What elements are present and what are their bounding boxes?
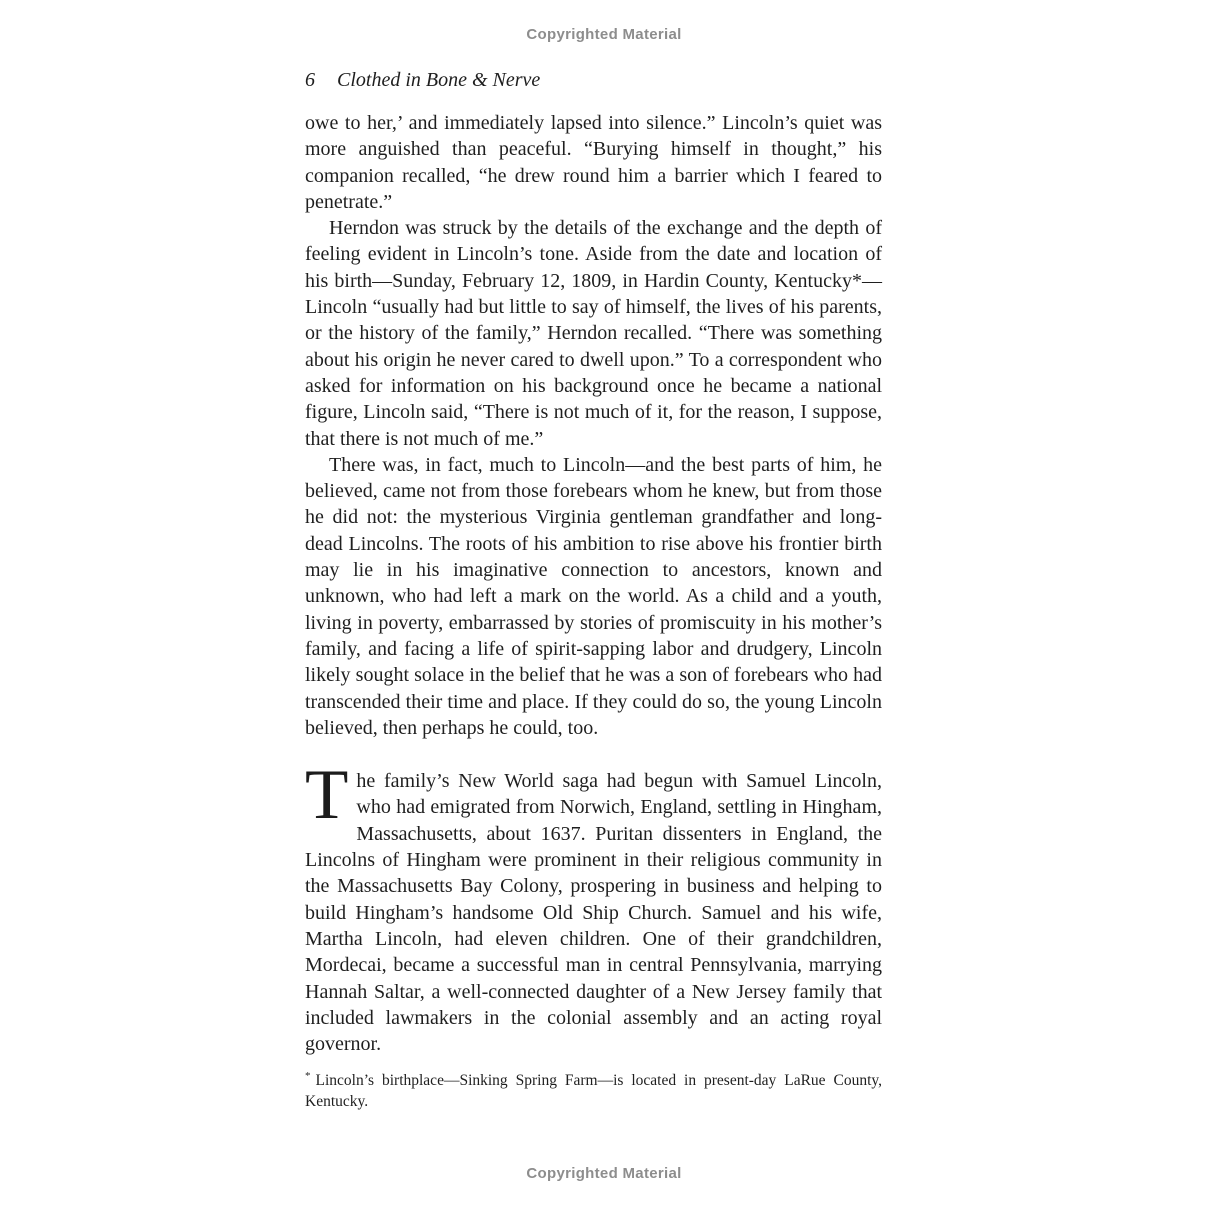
footnote-text: Lincoln’s birthplace—Sinking Spring Farm—is located in present-day LaRue County, Kentucky.	[305, 1072, 882, 1110]
paragraph-continuation: owe to her,’ and immediately lapsed into silence.” Lincoln’s quiet was more anguished than peaceful. “Burying himself in thought,” his companion recalled, “he drew round him a barrier which I feared to penetrate.”	[305, 112, 882, 213]
page-number: 6	[305, 69, 315, 91]
paragraph-there-was: There was, in fact, much to Lincoln—and the best parts of him, he believed, came not from those forebears whom he knew, but from those he did not: the mysterious Virginia gentleman grandfather and long-dead Lincolns. The roots of his ambition to rise above his frontier birth may lie in his imaginative connection to ancestors, known and unknown, who had left a mark on the world. As a child and a youth, living in poverty, embarrassed by stories of promiscuity in his mother’s family, and facing a life of spirit-sapping labor and drudgery, Lincoln likely sought solace in the belief that he was a son of forebears who had transcended their time and place. If they could do so, the young Lincoln believed, then perhaps he could, too.	[305, 453, 882, 739]
body-text	[305, 110, 882, 1057]
copyright-notice-top: Copyrighted Material	[526, 26, 682, 43]
running-title: Clothed in Bone & Nerve	[337, 69, 541, 91]
running-header	[305, 69, 882, 92]
copyright-notice-bottom: Copyrighted Material	[526, 1165, 682, 1182]
section-opener-paragraph	[305, 756, 882, 1057]
footnote	[305, 1066, 882, 1112]
section-opener-text: he family’s New World saga had begun with Samuel Lincoln, who had emigrated from Norwich, England, settling in Hingham, Massachusetts, about 1637. Puritan dissenters in England, the Lincolns of Hingham were prominent in their religious community in the Massachusetts Bay Colony, prospering in business and helping to build Hingham’s handsome Old Ship Church. Samuel and his wife, Martha Lincoln, had eleven children. One of their grandchildren, Mordecai, became a successful man in central Pennsylvania, marrying Hannah Saltar, a well-connected daughter of a New Jersey family that included lawmakers in the colonial assembly and an acting royal governor.	[305, 770, 882, 1056]
drop-cap: T	[305, 756, 349, 835]
footnote-marker: *	[305, 1070, 311, 1082]
paragraph-herndon: Herndon was struck by the details of the exchange and the depth of feeling evident in Lincoln’s tone. Aside from the date and location of his birth—Sunday, February 12, 1809, in Hardin County, Kentucky*—Lincoln “usually had but little to say of himself, the lives of his parents, or the history of the family,” Herndon recalled. “There was something about his origin he never cared to dwell upon.” To a correspondent who asked for information on his background once he became a national figure, Lincoln said, “There is not much of it, for the reason, I suppose, that there is not much of me.”	[305, 217, 882, 450]
